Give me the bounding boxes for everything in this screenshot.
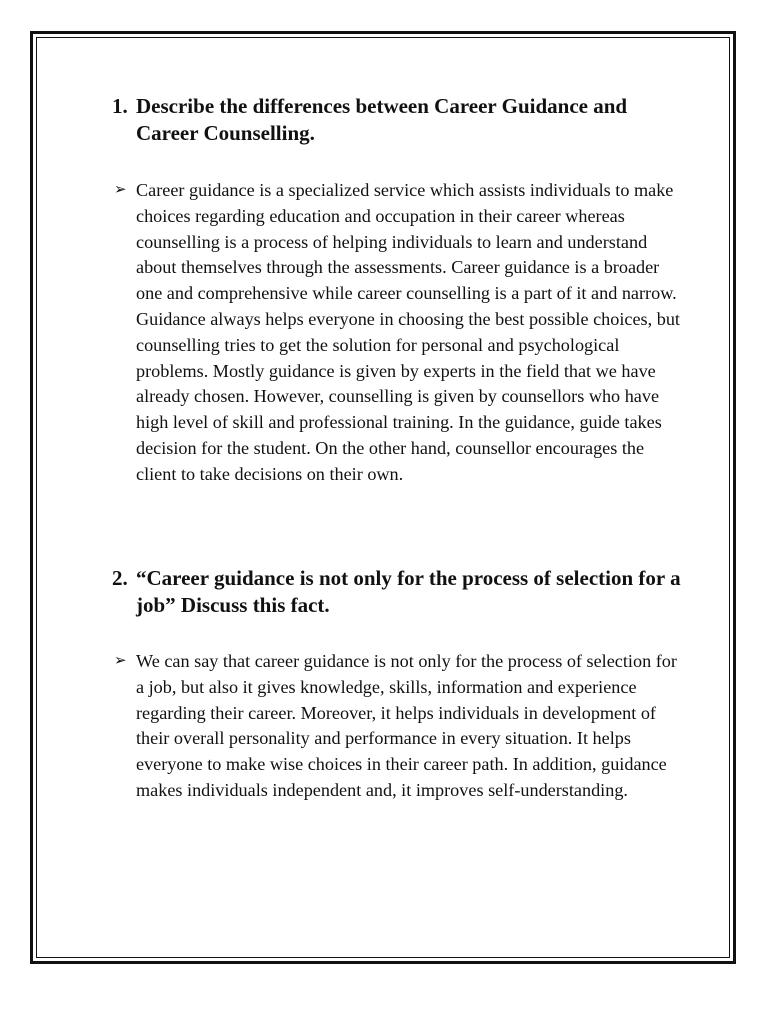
question-text: Describe the differences between Career Guidance and Career Counselling. [136, 94, 628, 145]
answer-text: We can say that career guidance is not only for the process of selection for a job, but also it gives knowledge, skills, information and experience regarding their career. Moreover, it helps individuals in development of their overall personality and performance in every situation. It helps everyone to make wise choices in their career path. In addition, guidance makes individuals independent and, it improves self-understanding. [136, 651, 677, 800]
answer-text: Career guidance is a specialized service which assists individuals to make choices regarding education and occupation in their career whereas counselling is a process of helping individuals to learn and understand about themselves through the assessments. Career guidance is a broader one and comprehensive while career counselling is a part of it and narrow. Guidance always helps everyone in choosing the best possible choices, but counselling tries to get the solution for personal and psychological problems. Mostly guidance is given by experts in the field that we have already chosen. However, counselling is given by counsellors who have high level of skill and professional training. In the guidance, guide takes decision for the student. On the other hand, counsellor encourages the client to take decisions on their own. [136, 180, 680, 484]
question-2-heading [112, 565, 692, 619]
question-number: 1. [112, 94, 128, 118]
arrow-bullet-icon: ➢ [114, 182, 127, 198]
answer-2-paragraph [114, 649, 684, 804]
arrow-bullet-icon: ➢ [114, 653, 127, 669]
answer-1-paragraph [114, 178, 684, 488]
question-text: “Career guidance is not only for the process of selection for a job” Discuss this fact. [136, 566, 681, 617]
question-number: 2. [112, 566, 128, 590]
question-1-heading [112, 93, 692, 147]
